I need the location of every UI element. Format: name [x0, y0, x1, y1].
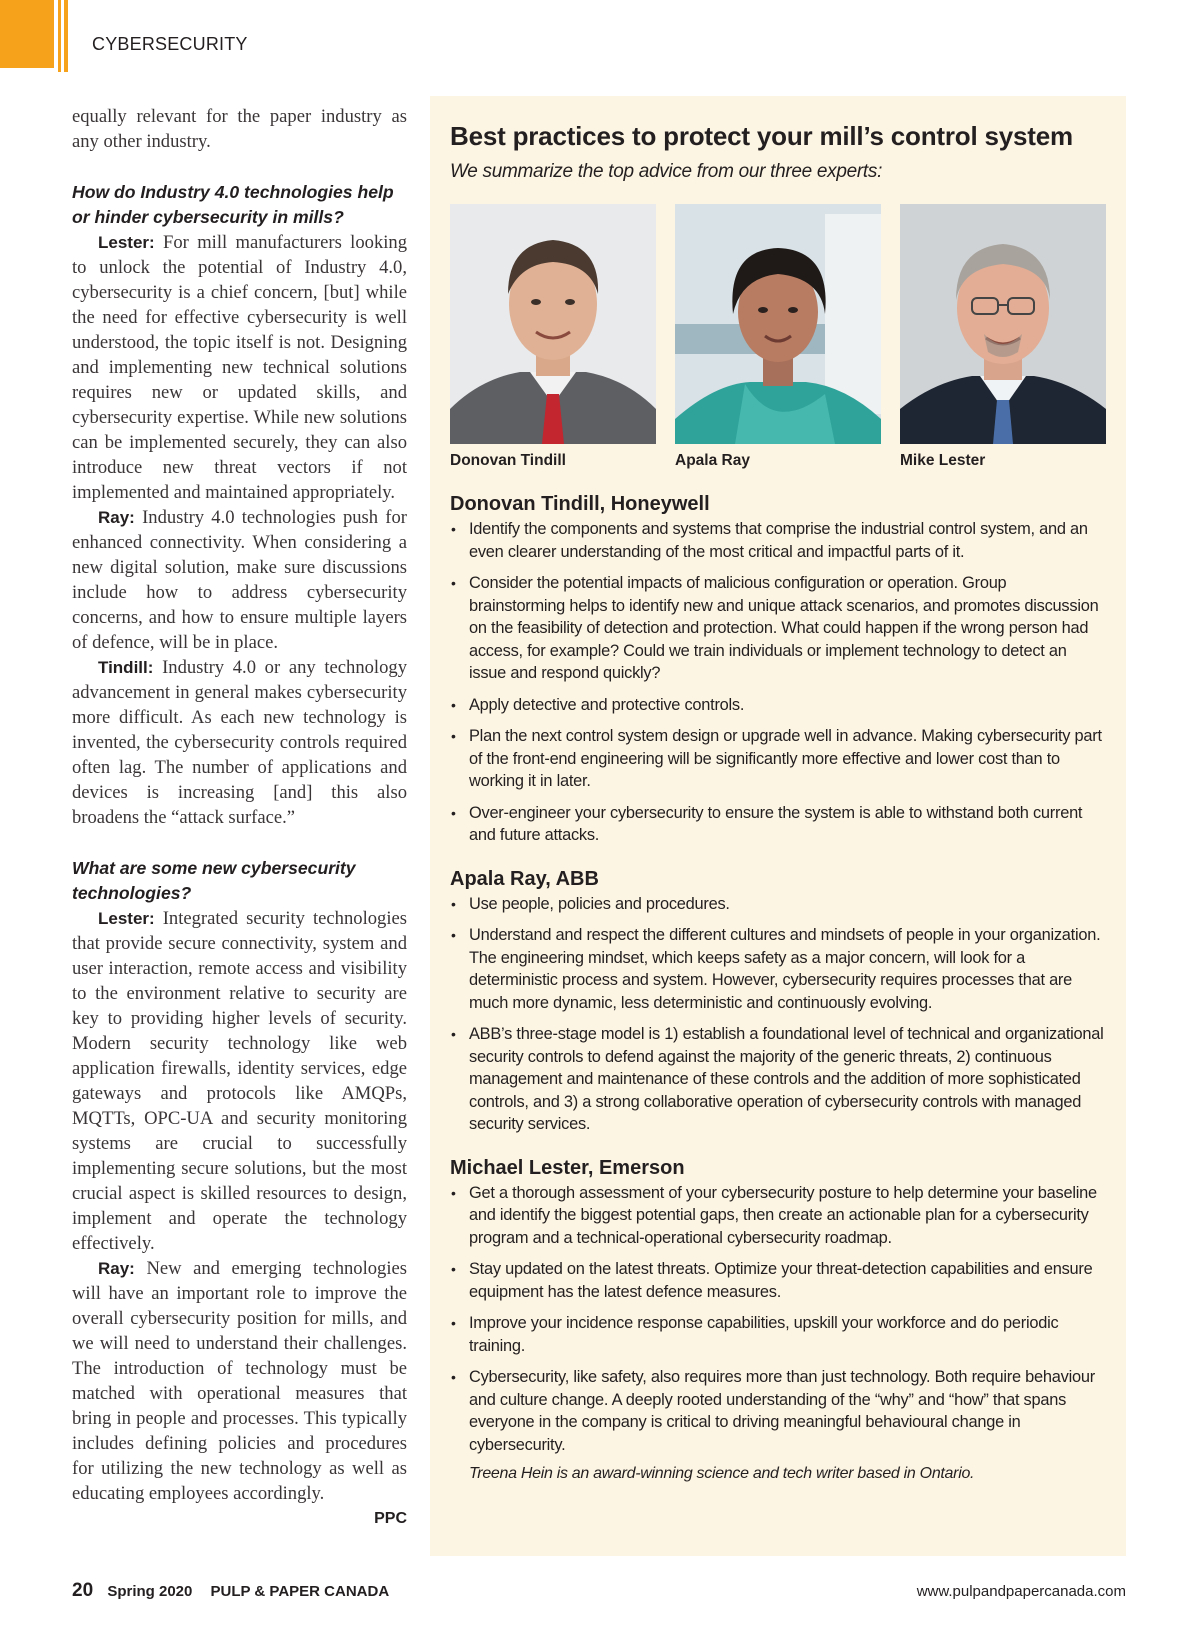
header-rule: [58, 0, 61, 72]
advice-item: • Identify the components and systems that comprise the industrial control system, and an even clearer understanding of the most critical and impactful parts of it.: [450, 518, 1106, 563]
expert-photo-card: [450, 204, 656, 472]
issue-label: Spring 2020: [107, 1583, 193, 1600]
advice-item: • Get a thorough assessment of your cybersecurity posture to help determine your baseline and identify the biggest potential gaps, then create an actionable plan for a cybersecurity program and a technical-operational cybersecurity roadmap.: [450, 1182, 1106, 1250]
advice-list: [450, 518, 1106, 847]
website-url: www.pulpandpapercanada.com: [916, 1583, 1126, 1600]
sidebar-title: Best practices to protect your mill’s control system: [450, 121, 1073, 151]
author-credit: Treena Hein is an award-winning science and tech writer based in Ontario.: [469, 1465, 975, 1482]
best-practices-sidebar: [430, 96, 1126, 1556]
portrait-apala-ray: [675, 204, 881, 444]
advice-item: • ABB’s three-stage model is 1) establish a foundational level of technical and organizational security controls to defend against the majority of the generic threats, 2) continuous management and maintenance of these controls and the addition of more sophisticated controls, and 3) a strong collaborative operation of cybersecurity controls with managed security services.: [450, 1023, 1106, 1136]
speaker-name: Ray:: [98, 1259, 135, 1278]
end-mark: PPC: [374, 1510, 407, 1527]
answer-paragraph: [72, 230, 407, 505]
article-column: [72, 104, 407, 1531]
answer-paragraph: [72, 906, 407, 1256]
answer-text: Industry 4.0 technologies push for enhanced connectivity. When considering a new digital solution, make sure discussions include how to address cybersecurity concerns, and how to ensure multiple layers of defence, will be in place.: [72, 507, 407, 653]
expert-photos: [450, 204, 1106, 472]
answer-text: New and emerging technologies will have an important role to improve the overall cybersecurity position for mills, and we will need to understand their challenges. The introduction of technology must be matched with operational measures that bring in people and processes. This typically includes defining policies and procedures for utilizing the new technology as well as educating employees accordingly.: [72, 1258, 407, 1504]
publication-name: PULP & PAPER CANADA: [210, 1583, 390, 1600]
portrait-mike-lester: [900, 204, 1106, 444]
advice-list: [450, 1182, 1106, 1457]
photo-caption: Apala Ray: [675, 452, 750, 469]
expert-photo-card: [900, 204, 1106, 472]
advice-item: • Apply detective and protective controls.: [450, 694, 1106, 717]
advice-item: • Understand and respect the different cultures and mindsets of people in your organization. The engineering mindset, which keeps safety as a major concern, will look for a deterministic process and system. However, cybersecurity requires processes that are much more dynamic, less deterministic and continuously evolving.: [450, 924, 1106, 1014]
interview-question: How do Industry 4.0 technologies help or hinder cybersecurity in mills?: [72, 182, 394, 227]
photo-caption: Mike Lester: [900, 452, 986, 469]
advice-item: • Plan the next control system design or upgrade well in advance. Making cybersecurity part of the front-end engineering will be significantly more effective and lower cost than to working it in later.: [450, 725, 1106, 793]
expert-section-ray: [450, 867, 1106, 1136]
speaker-name: Lester:: [98, 233, 155, 252]
section-label: CYBERSECURITY: [92, 34, 248, 54]
sidebar-subtitle: We summarize the top advice from our three experts:: [450, 161, 883, 182]
expert-section-tindill: [450, 492, 1106, 847]
section-heading: Apala Ray, ABB: [450, 867, 599, 890]
portrait-donovan-tindill: [450, 204, 656, 444]
answer-text: Integrated security technologies that provide secure connectivity, system and user interaction, remote access and visibility to the environment relative to security are key to providing higher levels of security. Modern security technology like web application firewalls, identity services, edge gateways and protocols like AMQPs, MQTTs, OPC-UA and security monitoring systems are crucial to successfully implementing secure solutions, but the most crucial aspect is skilled resources to design, implement and operate the technology effectively.: [72, 908, 407, 1254]
section-color-tab: [0, 0, 54, 68]
interview-question: What are some new cybersecurity technologies?: [72, 858, 356, 903]
advice-list: [450, 893, 1106, 1136]
answer-text: For mill manufacturers looking to unlock the potential of Industry 4.0, cybersecurity is a chief concern, [but] while the need for effective cybersecurity is well understood, the topic itself is not. Designing and implementing new technical solutions requires new or updated skills, and cybersecurity expertise. While new solutions can be implemented securely, they can also introduce new threat vectors if not implemented and maintained appropriately.: [72, 232, 407, 503]
advice-item: • Consider the potential impacts of malicious configuration or operation. Group brainstorming helps to identify new and unique attack scenarios, and promotes discussion on the feasibility of detection and protection. What could happen if the wrong person had access, for example? Could we train individuals or implement technology to detect an issue and respond quickly?: [450, 572, 1106, 685]
expert-section-lester: [450, 1156, 1106, 1457]
answer-paragraph: [72, 1256, 407, 1506]
answer-paragraph: [72, 505, 407, 655]
article-end-row: [72, 1506, 407, 1531]
advice-item: • Cybersecurity, like safety, also requires more than just technology. Both require behaviour and culture change. A deeply rooted understanding of the “why” and “how” that spans everyone in the company is critical to driving meaningful behavioural change in cybersecurity.: [450, 1366, 1106, 1456]
header-rule: [64, 0, 68, 72]
section-heading: Donovan Tindill, Honeywell: [450, 493, 710, 515]
advice-item: • Stay updated on the latest threats. Optimize your threat-detection capabilities and ensure equipment has the latest defence measures.: [450, 1258, 1106, 1303]
expert-photo-card: [675, 204, 881, 472]
answer-text: Industry 4.0 or any technology advancement in general makes cybersecurity more difficult. As each new technology is invented, the cybersecurity controls required often lag. The number of applications and devices is increasing [and] this also broadens the “attack surface.”: [72, 657, 407, 828]
answer-paragraph: [72, 655, 407, 830]
section-heading: Michael Lester, Emerson: [450, 1156, 685, 1179]
paragraph: equally relevant for the paper industry as any other industry.: [72, 106, 407, 152]
speaker-name: Lester:: [98, 909, 155, 928]
advice-item: • Improve your incidence response capabilities, upskill your workforce and do periodic training.: [450, 1312, 1106, 1357]
advice-item: • Over-engineer your cybersecurity to ensure the system is able to withstand both current and future attacks.: [450, 802, 1106, 847]
speaker-name: Ray:: [98, 508, 135, 527]
speaker-name: Tindill:: [98, 658, 154, 677]
photo-caption: Donovan Tindill: [450, 452, 566, 469]
advice-item: • Use people, policies and procedures.: [450, 893, 1106, 916]
page-footer-left: [72, 1580, 389, 1602]
page-number: 20: [72, 1580, 94, 1601]
